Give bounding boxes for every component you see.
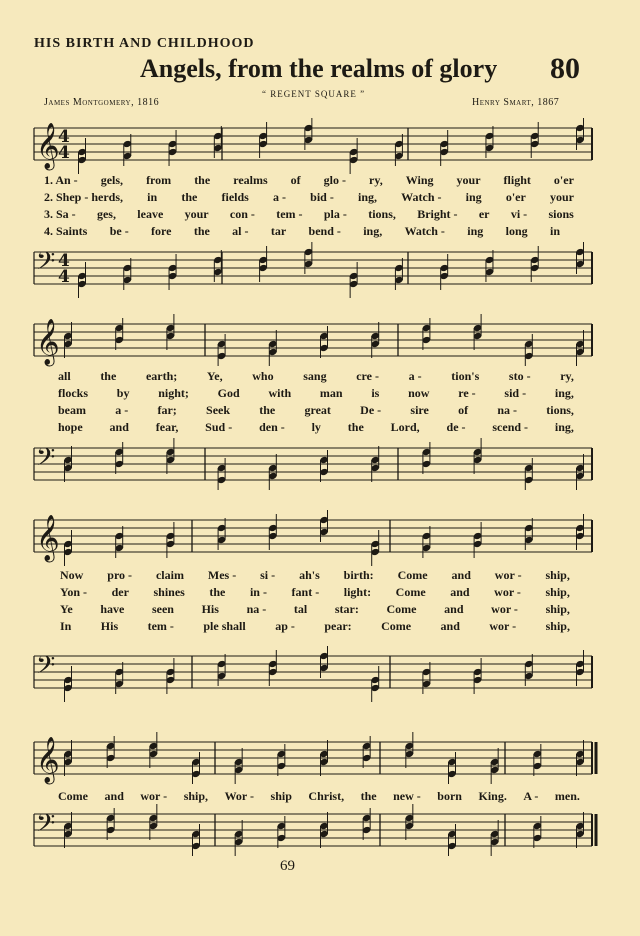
lyric-syllable: and bbox=[451, 568, 471, 582]
lyric-syllable: shines bbox=[153, 585, 185, 599]
lyric-syllable: great bbox=[304, 403, 331, 417]
lyric-syllable: 2. Shep - herds, bbox=[44, 190, 124, 204]
lyric-syllable: ing, bbox=[358, 190, 378, 204]
lyric-line bbox=[44, 173, 574, 188]
lyric-syllable: sions bbox=[548, 207, 574, 221]
lyric-line bbox=[58, 420, 574, 435]
lyric-syllable: Come bbox=[58, 789, 88, 803]
lyric-syllable: wor - bbox=[491, 602, 518, 616]
treble-clef-icon: 𝄞 bbox=[36, 515, 60, 561]
lyric-syllable: your bbox=[184, 207, 209, 221]
treble-clef-icon: 𝄞 bbox=[36, 319, 60, 365]
lyric-syllable: flight bbox=[503, 173, 531, 187]
lyric-syllable: bid - bbox=[310, 190, 334, 204]
lyric-syllable: His bbox=[201, 602, 219, 616]
tune-name: “ REGENT SQUARE ” bbox=[262, 89, 366, 99]
lyric-line bbox=[60, 568, 570, 583]
lyric-syllable: sire bbox=[410, 403, 429, 417]
lyric-syllable: the bbox=[209, 585, 226, 599]
lyric-syllable: God bbox=[217, 386, 240, 400]
lyric-line bbox=[44, 207, 574, 222]
bass-clef-icon: 𝄢 bbox=[36, 651, 56, 686]
lyric-syllable: in bbox=[549, 224, 560, 238]
lyric-syllable: tions, bbox=[546, 403, 574, 417]
lyric-syllable: ship, bbox=[545, 619, 570, 633]
lyric-syllable: new - bbox=[393, 789, 421, 803]
lyric-syllable: wor - bbox=[494, 568, 522, 582]
lyric-syllable: His bbox=[100, 619, 119, 633]
lyric-syllable: der bbox=[111, 585, 129, 599]
lyric-syllable: and bbox=[444, 602, 464, 616]
lyric-syllable: tem - bbox=[276, 207, 303, 221]
lyric-line bbox=[58, 789, 580, 804]
time-signature-icon: 4 bbox=[58, 127, 70, 147]
lyric-line bbox=[58, 403, 574, 418]
lyric-syllable: in - bbox=[249, 585, 267, 599]
lyric-syllable: the bbox=[259, 403, 276, 417]
lyric-syllable: vi - bbox=[510, 207, 528, 221]
lyric-syllable: bend - bbox=[308, 224, 341, 238]
lyric-syllable: of bbox=[290, 173, 301, 187]
lyric-syllable: the bbox=[193, 224, 210, 238]
lyric-syllable: beam bbox=[58, 403, 86, 417]
lyric-syllable: ah's bbox=[299, 568, 320, 582]
lyric-syllable: 3. Sa - bbox=[44, 207, 76, 221]
lyric-syllable: realms bbox=[233, 173, 268, 187]
lyric-syllable: the bbox=[360, 789, 377, 803]
lyric-syllable: Mes - bbox=[207, 568, 237, 582]
lyric-syllable: be - bbox=[109, 224, 129, 238]
lyric-syllable: your bbox=[550, 190, 574, 204]
composer-credit: Henry Smart, 1867 bbox=[472, 97, 560, 108]
lyric-syllable: from bbox=[146, 173, 172, 187]
page-number: 69 bbox=[280, 858, 295, 874]
lyric-syllable: con - bbox=[229, 207, 255, 221]
hymn-number: 80 bbox=[550, 52, 580, 85]
lyric-syllable: a - bbox=[408, 369, 422, 383]
lyric-syllable: is bbox=[371, 386, 380, 400]
lyric-syllable: ing, bbox=[363, 224, 383, 238]
lyric-syllable: light: bbox=[343, 585, 372, 599]
lyric-syllable: and bbox=[450, 585, 470, 599]
lyric-syllable: with bbox=[268, 386, 292, 400]
lyric-syllable: ly bbox=[311, 420, 321, 434]
lyric-syllable: sto - bbox=[508, 369, 531, 383]
lyric-syllable: Watch - bbox=[404, 224, 445, 238]
lyric-syllable: pro - bbox=[107, 568, 133, 582]
lyric-syllable: wor - bbox=[489, 619, 517, 633]
lyric-syllable: fear, bbox=[155, 420, 179, 434]
lyric-syllable: leave bbox=[137, 207, 164, 221]
lyric-syllable: ap - bbox=[275, 619, 295, 633]
lyric-syllable: wor - bbox=[140, 789, 168, 803]
lyric-syllable: now bbox=[408, 386, 430, 400]
lyric-syllable: ship, bbox=[545, 568, 570, 582]
lyric-syllable: fore bbox=[151, 224, 172, 238]
lyric-syllable: pla - bbox=[323, 207, 347, 221]
lyric-line bbox=[44, 224, 560, 239]
section-heading: HIS BIRTH AND CHILDHOOD bbox=[34, 36, 255, 51]
lyric-syllable: tar bbox=[270, 224, 287, 238]
lyric-syllable: al - bbox=[232, 224, 249, 238]
lyric-syllable: who bbox=[252, 369, 274, 383]
lyric-syllable: ry, bbox=[560, 369, 574, 383]
lyric-syllable: ing bbox=[467, 224, 484, 238]
lyric-syllable: flocks bbox=[58, 386, 88, 400]
lyric-syllable: claim bbox=[155, 568, 184, 582]
lyric-syllable: Now bbox=[60, 568, 84, 582]
lyric-syllable: the bbox=[100, 369, 117, 383]
lyric-line bbox=[58, 369, 574, 384]
lyric-syllable: na - bbox=[246, 602, 267, 616]
time-signature-icon: 4 bbox=[58, 267, 70, 287]
lyric-syllable: ges, bbox=[96, 207, 116, 221]
bass-staff bbox=[0, 648, 640, 708]
lyric-syllable: Yon - bbox=[60, 585, 88, 599]
lyric-syllable: Lord, bbox=[390, 420, 420, 434]
lyric-syllable: by bbox=[116, 386, 130, 400]
lyric-syllable: ship, bbox=[545, 602, 570, 616]
lyric-syllable: men. bbox=[554, 789, 580, 803]
lyric-line bbox=[60, 585, 570, 600]
lyric-syllable: Watch - bbox=[401, 190, 442, 204]
lyric-syllable: scend - bbox=[492, 420, 529, 434]
treble-clef-icon: 𝄞 bbox=[36, 123, 60, 169]
lyric-syllable: o'er bbox=[553, 173, 574, 187]
lyric-syllable: In bbox=[60, 619, 72, 633]
lyric-syllable: and bbox=[109, 420, 129, 434]
lyric-syllable: pear: bbox=[324, 619, 352, 633]
lyric-syllable: ship, bbox=[183, 789, 209, 803]
bass-clef-icon: 𝄢 bbox=[36, 809, 56, 844]
lyric-syllable: Ye, bbox=[206, 369, 223, 383]
lyric-syllable: de - bbox=[446, 420, 466, 434]
lyric-syllable: 4. Saints bbox=[44, 224, 88, 238]
lyric-syllable: ing, bbox=[554, 420, 574, 434]
time-signature-icon: 4 bbox=[58, 143, 70, 163]
lyric-syllable: seen bbox=[151, 602, 174, 616]
lyric-syllable: glo - bbox=[323, 173, 347, 187]
lyric-syllable: your bbox=[456, 173, 481, 187]
treble-staff bbox=[0, 512, 640, 572]
lyric-syllable: cre - bbox=[356, 369, 379, 383]
lyric-syllable: A - bbox=[523, 789, 539, 803]
lyric-syllable: in bbox=[147, 190, 158, 204]
lyric-syllable: o'er bbox=[505, 190, 526, 204]
lyric-syllable: Bright - bbox=[417, 207, 458, 221]
lyric-syllable: tal bbox=[293, 602, 308, 616]
lyric-syllable: re - bbox=[458, 386, 476, 400]
lyric-syllable: hope bbox=[58, 420, 83, 434]
lyric-syllable: Christ, bbox=[308, 789, 345, 803]
bass-clef-icon: 𝄢 bbox=[36, 443, 56, 478]
lyric-syllable: night; bbox=[158, 386, 189, 400]
lyric-syllable: er bbox=[478, 207, 490, 221]
lyric-syllable: sid - bbox=[504, 386, 527, 400]
lyric-syllable: ing bbox=[465, 190, 482, 204]
lyric-syllable: earth; bbox=[145, 369, 178, 383]
treble-staff bbox=[0, 316, 640, 376]
lyric-syllable: Come bbox=[381, 619, 412, 633]
lyric-syllable: na - bbox=[497, 403, 517, 417]
lyric-syllable: De - bbox=[360, 403, 382, 417]
lyric-syllable: Come bbox=[386, 602, 417, 616]
lyric-line bbox=[58, 386, 574, 401]
lyric-syllable: far; bbox=[157, 403, 177, 417]
lyric-syllable: Come bbox=[395, 585, 426, 599]
lyric-syllable: have bbox=[100, 602, 125, 616]
treble-staff bbox=[0, 734, 640, 794]
lyric-line bbox=[44, 190, 574, 205]
bass-staff bbox=[0, 244, 640, 304]
lyric-syllable: gels, bbox=[100, 173, 124, 187]
lyric-syllable: Ye bbox=[60, 602, 73, 616]
lyric-syllable: Wing bbox=[405, 173, 434, 187]
treble-clef-icon: 𝄞 bbox=[36, 737, 60, 783]
lyric-syllable: wor - bbox=[494, 585, 521, 599]
lyric-syllable: the bbox=[194, 173, 211, 187]
lyric-syllable: ry, bbox=[369, 173, 383, 187]
lyric-syllable: ple shall bbox=[203, 619, 246, 633]
lyric-syllable: the bbox=[347, 420, 364, 434]
lyric-syllable: a - bbox=[115, 403, 129, 417]
lyric-syllable: the bbox=[181, 190, 198, 204]
lyric-syllable: fields bbox=[221, 190, 249, 204]
lyric-line bbox=[60, 619, 570, 634]
lyric-line bbox=[60, 602, 570, 617]
lyric-syllable: all bbox=[58, 369, 71, 383]
lyric-syllable: 1. An - bbox=[44, 173, 78, 187]
lyric-syllable: birth: bbox=[343, 568, 374, 582]
lyric-syllable: Wor - bbox=[224, 789, 255, 803]
lyric-syllable: tion's bbox=[451, 369, 480, 383]
lyric-syllable: and bbox=[104, 789, 124, 803]
lyric-syllable: tem - bbox=[147, 619, 174, 633]
lyric-syllable: King. bbox=[478, 789, 507, 803]
lyric-syllable: a - bbox=[273, 190, 286, 204]
time-signature-icon: 4 bbox=[58, 251, 70, 271]
bass-staff bbox=[0, 440, 640, 500]
lyric-syllable: fant - bbox=[291, 585, 320, 599]
author-credit: James Montgomery, 1816 bbox=[44, 97, 160, 108]
lyric-syllable: and bbox=[440, 619, 460, 633]
hymn-title: Angels, from the realms of glory bbox=[140, 54, 498, 83]
lyric-syllable: ship bbox=[270, 789, 292, 803]
lyric-syllable: long bbox=[505, 224, 528, 238]
bass-clef-icon: 𝄢 bbox=[36, 247, 56, 282]
lyric-syllable: Sud - bbox=[205, 420, 233, 434]
lyric-syllable: den - bbox=[259, 420, 285, 434]
lyric-syllable: ship, bbox=[545, 585, 570, 599]
lyric-syllable: ing, bbox=[554, 386, 574, 400]
lyric-syllable: star: bbox=[334, 602, 359, 616]
treble-staff bbox=[0, 120, 640, 180]
lyric-syllable: man bbox=[319, 386, 343, 400]
lyric-syllable: Come bbox=[397, 568, 428, 582]
lyric-syllable: sang bbox=[303, 369, 327, 383]
lyric-syllable: born bbox=[437, 789, 462, 803]
lyric-syllable: of bbox=[458, 403, 469, 417]
lyric-syllable: si - bbox=[260, 568, 276, 582]
lyric-syllable: tions, bbox=[368, 207, 396, 221]
lyric-syllable: Seek bbox=[206, 403, 231, 417]
bass-staff bbox=[0, 806, 640, 866]
